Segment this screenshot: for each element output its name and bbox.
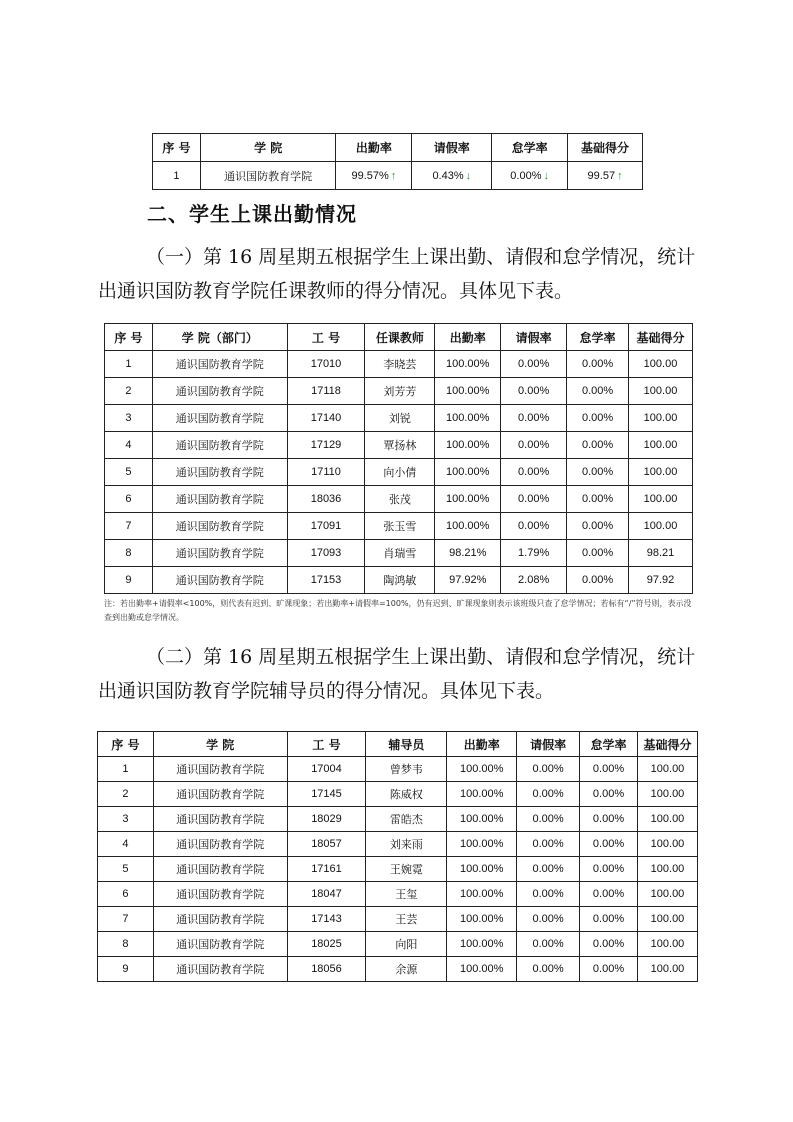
cell-name: 张玉雪: [365, 513, 435, 540]
cell-truancy: 0.00%: [580, 907, 638, 932]
cell-name: 陶鸿敏: [365, 567, 435, 594]
cell-score: 100.00: [629, 486, 693, 513]
cell-leave: 0.00%: [501, 513, 567, 540]
cell-index: 2: [98, 782, 154, 807]
table-row: [98, 882, 698, 907]
cell-truancy: 0.00%: [580, 857, 638, 882]
cell-college: 通识国防教育学院: [153, 832, 287, 857]
cell-attendance: 100.00%: [447, 782, 517, 807]
header-truancy: 怠学率: [492, 134, 568, 162]
cell-name: 刘来雨: [366, 832, 447, 857]
cell-staff-id: 17010: [287, 351, 365, 378]
cell-truancy: 0.00%: [580, 832, 638, 857]
cell-college: 通识国防教育学院: [152, 378, 287, 405]
table-row: [98, 832, 698, 857]
summary-header-row: [153, 134, 643, 162]
cell-truancy: 0.00%: [567, 486, 629, 513]
cell-name: 李晓芸: [365, 351, 435, 378]
cell-score: 100.00: [637, 857, 697, 882]
cell-attendance: 100.00%: [435, 486, 501, 513]
cell-index: 5: [98, 857, 154, 882]
table-row: [98, 782, 698, 807]
cell-staff-id: 17145: [287, 782, 366, 807]
header-leave: 请假率: [517, 732, 580, 757]
cell-index: 4: [105, 432, 153, 459]
cell-attendance: 100.00%: [435, 432, 501, 459]
cell-college: 通识国防教育学院: [152, 540, 287, 567]
cell-staff-id: 17093: [287, 540, 365, 567]
cell-index: 9: [105, 567, 153, 594]
cell-staff-id: 18057: [287, 832, 366, 857]
cell-attendance: 100.00%: [447, 957, 517, 982]
cell-truancy: 0.00%: [580, 782, 638, 807]
cell-attendance: 100.00%: [447, 757, 517, 782]
cell-index: 4: [98, 832, 154, 857]
cell-college: 通识国防教育学院: [152, 486, 287, 513]
cell-leave: 0.00%: [501, 405, 567, 432]
table-row: [105, 567, 693, 594]
cell-truancy: 0.00%: [567, 540, 629, 567]
cell-staff-id: 17118: [287, 378, 365, 405]
cell-college: 通识国防教育学院: [153, 932, 287, 957]
cell-truancy: 0.00%: [580, 757, 638, 782]
cell-leave: 0.00%: [517, 932, 580, 957]
cell-index: 1: [98, 757, 154, 782]
cell-name: 向小倩: [365, 459, 435, 486]
cell-index: 3: [105, 405, 153, 432]
cell-score: 100.00: [637, 882, 697, 907]
summary-attendance-cell: [336, 162, 412, 190]
cell-attendance: 100.00%: [447, 882, 517, 907]
arrow-down-icon: ↓: [465, 169, 472, 182]
cell-index: 5: [105, 459, 153, 486]
table-row: [98, 907, 698, 932]
cell-attendance: 100.00%: [447, 932, 517, 957]
cell-staff-id: 17143: [287, 907, 366, 932]
summary-leave: 0.43%: [432, 169, 464, 182]
cell-truancy: 0.00%: [567, 405, 629, 432]
cell-staff-id: 17004: [287, 757, 366, 782]
header-index: 序 号: [153, 134, 201, 162]
teacher-table: [104, 323, 693, 594]
header-teacher: 任课教师: [365, 324, 435, 351]
cell-name: 覃扬林: [365, 432, 435, 459]
cell-name: 张茂: [365, 486, 435, 513]
cell-index: 9: [98, 957, 154, 982]
cell-college: 通识国防教育学院: [152, 432, 287, 459]
cell-score: 100.00: [637, 807, 697, 832]
cell-name: 曾梦韦: [366, 757, 447, 782]
header-score: 基础得分: [568, 134, 643, 162]
header-attendance: 出勤率: [336, 134, 412, 162]
cell-attendance: 100.00%: [447, 807, 517, 832]
cell-score: 100.00: [637, 782, 697, 807]
cell-score: 98.21: [629, 540, 693, 567]
cell-staff-id: 17153: [287, 567, 365, 594]
summary-index: 1: [153, 162, 201, 190]
cell-attendance: 100.00%: [435, 459, 501, 486]
summary-score: 99.57: [587, 169, 616, 182]
cell-staff-id: 18056: [287, 957, 366, 982]
cell-attendance: 98.21%: [435, 540, 501, 567]
summary-attendance: 99.57%: [351, 169, 389, 182]
cell-name: 肖瑞雪: [365, 540, 435, 567]
cell-score: 100.00: [629, 513, 693, 540]
cell-college: 通识国防教育学院: [153, 757, 287, 782]
cell-attendance: 100.00%: [447, 857, 517, 882]
summary-row: [153, 162, 643, 190]
section-heading: 二、学生上课出勤情况: [147, 202, 357, 226]
cell-college: 通识国防教育学院: [152, 513, 287, 540]
cell-staff-id: 17161: [287, 857, 366, 882]
cell-name: 陈威权: [366, 782, 447, 807]
cell-leave: 0.00%: [517, 807, 580, 832]
cell-score: 100.00: [629, 459, 693, 486]
cell-leave: 0.00%: [517, 907, 580, 932]
cell-leave: 0.00%: [501, 459, 567, 486]
teacher-header-row: [105, 324, 693, 351]
cell-leave: 0.00%: [517, 832, 580, 857]
cell-name: 王芸: [366, 907, 447, 932]
table-row: [98, 757, 698, 782]
counselor-table: [97, 731, 698, 982]
cell-leave: 0.00%: [517, 882, 580, 907]
cell-truancy: 0.00%: [567, 513, 629, 540]
cell-college: 通识国防教育学院: [152, 351, 287, 378]
cell-truancy: 0.00%: [567, 567, 629, 594]
cell-staff-id: 17129: [287, 432, 365, 459]
cell-attendance: 100.00%: [435, 405, 501, 432]
cell-leave: 1.79%: [501, 540, 567, 567]
table-row: [105, 405, 693, 432]
table-row: [98, 857, 698, 882]
cell-college: 通识国防教育学院: [153, 907, 287, 932]
counselor-header-row: [98, 732, 698, 757]
table-row: [98, 932, 698, 957]
table-row: [105, 378, 693, 405]
cell-truancy: 0.00%: [567, 378, 629, 405]
cell-score: 100.00: [629, 405, 693, 432]
cell-name: 王婉霓: [366, 857, 447, 882]
paragraph-counselors: （二）第 16 周星期五根据学生上课出勤、请假和怠学情况，统计出通识国防教育学院辅导员的得分情况。具体见下表。: [98, 646, 696, 702]
summary-score-cell: [568, 162, 643, 190]
header-college: 学 院（部门）: [152, 324, 287, 351]
cell-index: 3: [98, 807, 154, 832]
table-row: [98, 957, 698, 982]
table-row: [105, 351, 693, 378]
cell-name: 刘芳芳: [365, 378, 435, 405]
header-index: 序 号: [105, 324, 153, 351]
cell-score: 100.00: [637, 907, 697, 932]
cell-truancy: 0.00%: [580, 807, 638, 832]
header-index: 序 号: [98, 732, 154, 757]
table-row: [98, 807, 698, 832]
cell-name: 王玺: [366, 882, 447, 907]
header-score: 基础得分: [629, 324, 693, 351]
arrow-up-icon: ↑: [390, 169, 397, 182]
cell-name: 雷皓杰: [366, 807, 447, 832]
cell-truancy: 0.00%: [567, 459, 629, 486]
cell-leave: 0.00%: [517, 757, 580, 782]
cell-index: 8: [105, 540, 153, 567]
cell-index: 6: [105, 486, 153, 513]
cell-score: 100.00: [629, 351, 693, 378]
summary-truancy-cell: [492, 162, 568, 190]
cell-staff-id: 17140: [287, 405, 365, 432]
cell-truancy: 0.00%: [567, 432, 629, 459]
header-counselor: 辅导员: [366, 732, 447, 757]
cell-index: 7: [98, 907, 154, 932]
table-row: [105, 513, 693, 540]
cell-staff-id: 18036: [287, 486, 365, 513]
cell-leave: 2.08%: [501, 567, 567, 594]
table-row: [105, 432, 693, 459]
header-college: 学 院: [200, 134, 336, 162]
cell-score: 100.00: [637, 832, 697, 857]
header-truancy: 怠学率: [580, 732, 638, 757]
cell-name: 刘锐: [365, 405, 435, 432]
table-row: [105, 540, 693, 567]
cell-college: 通识国防教育学院: [153, 882, 287, 907]
cell-index: 7: [105, 513, 153, 540]
cell-index: 1: [105, 351, 153, 378]
cell-college: 通识国防教育学院: [153, 807, 287, 832]
cell-college: 通识国防教育学院: [152, 567, 287, 594]
cell-attendance: 100.00%: [435, 378, 501, 405]
summary-truancy: 0.00%: [510, 169, 542, 182]
cell-leave: 0.00%: [517, 782, 580, 807]
summary-college: 通识国防教育学院: [200, 162, 336, 190]
table-row: [105, 486, 693, 513]
cell-attendance: 100.00%: [435, 513, 501, 540]
summary-leave-cell: [412, 162, 492, 190]
cell-staff-id: 18029: [287, 807, 366, 832]
cell-leave: 0.00%: [517, 857, 580, 882]
header-staff-id: 工 号: [287, 324, 365, 351]
cell-name: 向阳: [366, 932, 447, 957]
cell-score: 100.00: [637, 957, 697, 982]
cell-score: 100.00: [629, 432, 693, 459]
cell-truancy: 0.00%: [580, 882, 638, 907]
cell-truancy: 0.00%: [580, 957, 638, 982]
cell-score: 100.00: [629, 378, 693, 405]
cell-score: 97.92: [629, 567, 693, 594]
header-attendance: 出勤率: [435, 324, 501, 351]
header-leave: 请假率: [412, 134, 492, 162]
cell-attendance: 100.00%: [447, 832, 517, 857]
cell-leave: 0.00%: [501, 486, 567, 513]
table-row: [105, 459, 693, 486]
header-score: 基础得分: [637, 732, 697, 757]
cell-college: 通识国防教育学院: [152, 459, 287, 486]
header-attendance: 出勤率: [447, 732, 517, 757]
cell-leave: 0.00%: [517, 957, 580, 982]
cell-index: 6: [98, 882, 154, 907]
cell-staff-id: 18025: [287, 932, 366, 957]
cell-truancy: 0.00%: [567, 351, 629, 378]
header-staff-id: 工 号: [287, 732, 366, 757]
cell-leave: 0.00%: [501, 432, 567, 459]
cell-staff-id: 17091: [287, 513, 365, 540]
header-college: 学 院: [153, 732, 287, 757]
cell-index: 8: [98, 932, 154, 957]
cell-score: 100.00: [637, 932, 697, 957]
header-truancy: 怠学率: [567, 324, 629, 351]
cell-score: 100.00: [637, 757, 697, 782]
cell-attendance: 100.00%: [435, 351, 501, 378]
cell-leave: 0.00%: [501, 351, 567, 378]
cell-college: 通识国防教育学院: [152, 405, 287, 432]
cell-name: 余源: [366, 957, 447, 982]
cell-college: 通识国防教育学院: [153, 957, 287, 982]
cell-index: 2: [105, 378, 153, 405]
cell-staff-id: 17110: [287, 459, 365, 486]
summary-table: [152, 133, 643, 190]
header-leave: 请假率: [501, 324, 567, 351]
arrow-up-icon: ↑: [617, 169, 623, 182]
table-note: 注：若出勤率+请假率<100%，则代表有迟到、旷课现象；若出勤率+请假率=100%，仍有迟到、旷课现象则表示该班级只查了怠学情况；若标有“/”符号则，表示没查到出勤或怠学情况。: [104, 599, 692, 622]
cell-leave: 0.00%: [501, 378, 567, 405]
paragraph-teachers: （一）第 16 周星期五根据学生上课出勤、请假和怠学情况，统计出通识国防教育学院任课教师的得分情况。具体见下表。: [98, 246, 696, 302]
cell-attendance: 100.00%: [447, 907, 517, 932]
arrow-down-icon: ↓: [543, 169, 549, 182]
cell-staff-id: 18047: [287, 882, 366, 907]
cell-attendance: 97.92%: [435, 567, 501, 594]
cell-college: 通识国防教育学院: [153, 782, 287, 807]
cell-college: 通识国防教育学院: [153, 857, 287, 882]
cell-truancy: 0.00%: [580, 932, 638, 957]
